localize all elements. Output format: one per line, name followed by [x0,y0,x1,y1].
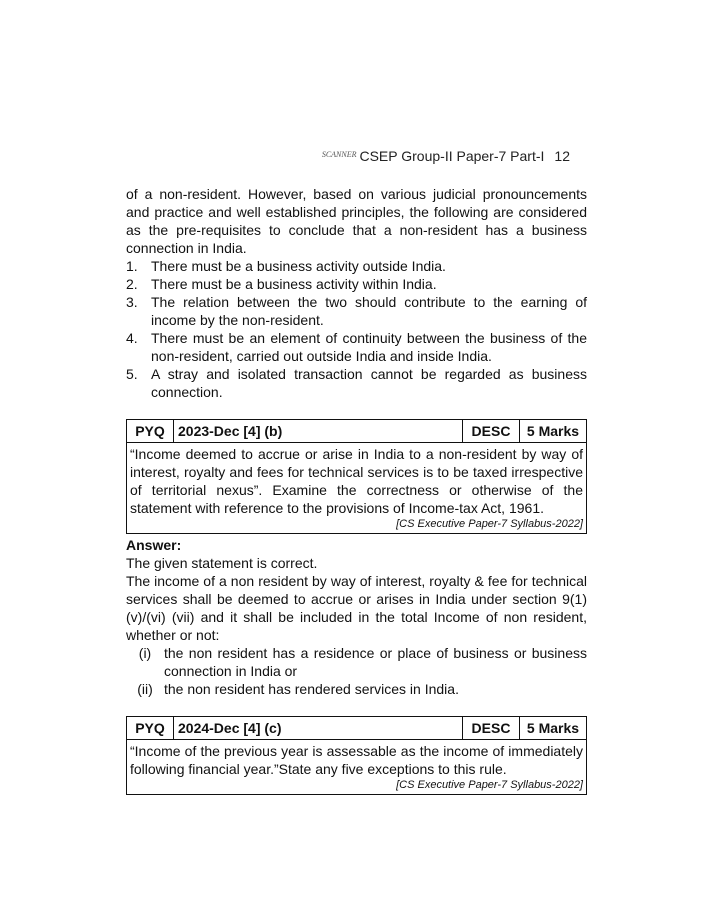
publisher-logo: SCANNER [321,150,357,159]
intro-paragraph: of a non-resident. However, based on various judicial pronouncements and practice and well established principles, the following are considered as the pre-requisites to conclude that a non-resident has a business connection in India. [126,186,587,256]
answer-heading: Answer: [126,537,182,553]
pyq-label: PYQ [127,717,174,739]
pyq-header [127,420,586,443]
list-item [126,275,587,293]
list-text: The relation between the two should contribute to the earning of income by the non-resident. [151,294,587,328]
list-text: There must be an element of continuity between the business of the non-resident, carried out outside India and inside India. [151,330,587,364]
page-number: 12 [554,148,570,164]
list-text: A stray and isolated transaction cannot be regarded as business connection. [151,366,587,400]
answer-line-2: The income of a non resident by way of interest, royalty & fee for technical services shall be deemed to accrue or arises in India under section 9(1)(v)/(vi) (vii) and it shall be included in the total Income of non resident, whether or not: [126,573,587,643]
list-number: 3. [126,294,138,310]
list-item [126,680,587,698]
answer-line-1: The given statement is correct. [126,555,318,571]
pyq-question: “Income of the previous year is assessable as the income of immediately following financial year.”State any five exceptions to this rule. [130,743,583,777]
pyq-header [127,717,586,740]
header-title: CSEP Group-II Paper-7 Part-I [359,148,545,164]
pyq-box-1 [126,419,587,534]
pyq-reference: [CS Executive Paper-7 Syllabus-2022] [396,779,583,791]
pyq-code: 2024-Dec [4] (c) [174,717,463,739]
page-header [322,148,570,164]
list-number: 5. [126,366,138,382]
pyq-marks: 5 Marks [526,720,580,736]
list-item [126,644,587,680]
pyq-question: “Income deemed to accrue or arise in India to a non-resident by way of interest, royalty and fees for technical services is to be taxed irrespective of territorial nexus”. Examine the correctness or otherwise of the statement with reference to the provisions of Income-tax Act, 1961. [130,446,583,516]
list-number: 4. [126,330,138,346]
pyq-code: 2023-Dec [4] (b) [174,420,463,442]
list-item [126,365,587,401]
pyq-type: DESC [463,717,520,739]
list-number: (ii) [137,681,153,697]
requisites-list [126,257,587,401]
pyq-marks: 5 Marks [526,423,580,439]
list-text: the non resident has rendered services in India. [164,681,459,697]
list-text: the non resident has a residence or place of business or business connection in India or [164,645,587,679]
page-content [126,185,587,795]
pyq-box-2 [126,716,587,795]
answer-list [126,644,587,698]
list-number: 1. [126,258,138,274]
list-text: There must be a business activity outside India. [151,258,446,274]
pyq-reference: [CS Executive Paper-7 Syllabus-2022] [396,518,583,530]
pyq-type: DESC [463,420,520,442]
list-number: (i) [138,645,152,661]
pyq-label: PYQ [127,420,174,442]
list-item [126,329,587,365]
list-number: 2. [126,276,138,292]
list-text: There must be a business activity within India. [151,276,437,292]
list-item [126,293,587,329]
list-item [126,257,587,275]
